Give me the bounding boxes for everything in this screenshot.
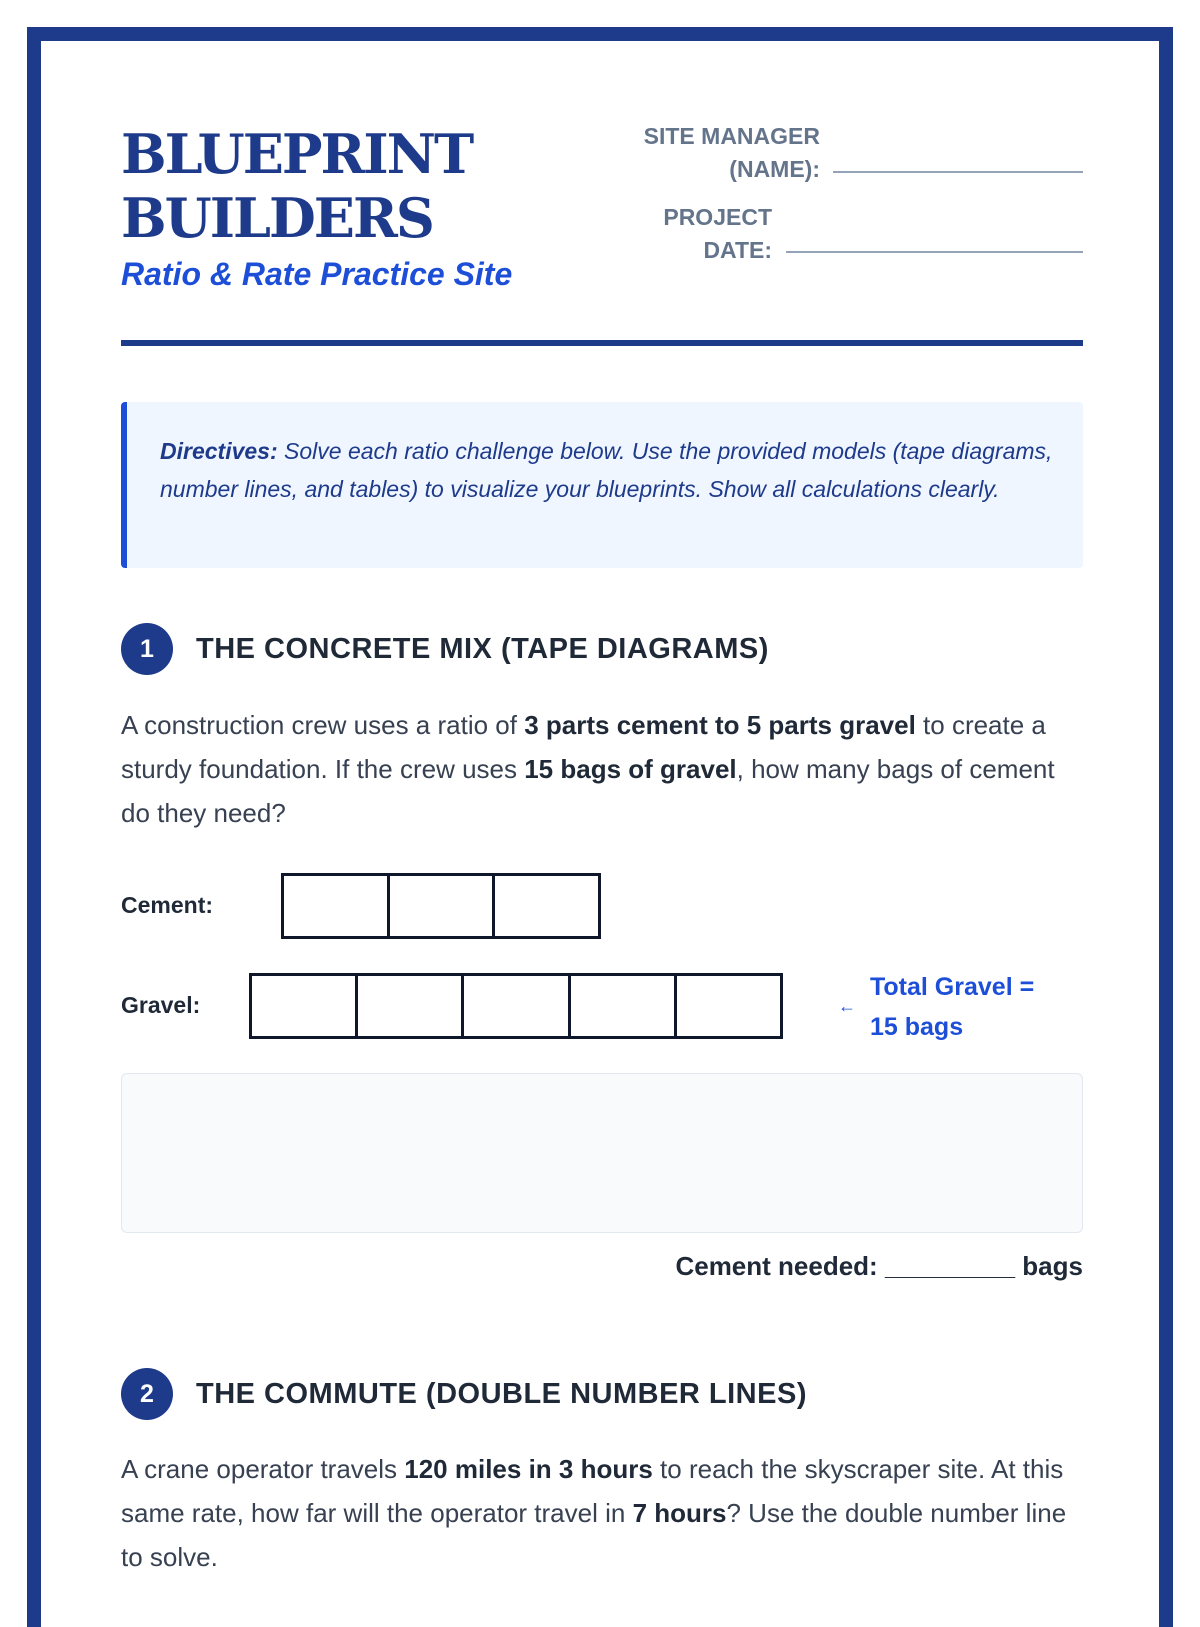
s1-text-ratio: 3 parts cement to 5 parts gravel — [524, 710, 916, 740]
directives-box — [121, 402, 1083, 568]
total-gravel-line1: Total Gravel = — [870, 973, 1035, 1001]
s1-text-e: , how many bags of cement do they need? — [121, 754, 1055, 828]
s1-text-gravel: 15 bags of gravel — [524, 754, 737, 784]
section-2-title: THE COMMUTE (DOUBLE NUMBER LINES) — [196, 1378, 807, 1410]
worksheet-subtitle: Ratio & Rate Practice Site — [121, 256, 513, 292]
directives-text: Solve each ratio challenge below. Use the provided models (tape diagrams, number lines, and tables) to visualize your blueprints. Show all calculations clearly. — [160, 438, 1053, 502]
section-1-problem — [121, 703, 1083, 835]
project-date-label — [600, 201, 772, 267]
gravel-tape-part — [571, 976, 677, 1036]
project-date-label-line1: PROJECT — [663, 204, 772, 230]
s1-text-a: A construction crew uses a ratio of — [121, 710, 525, 740]
brand-line-2: BUILDERS — [121, 186, 433, 250]
s2-text-hours: 7 hours — [632, 1498, 727, 1528]
brand-line-1: BLUEPRINT — [121, 122, 473, 186]
brand-title — [121, 122, 561, 250]
project-date-label-line2: DATE: — [703, 237, 772, 263]
cement-tape-part — [390, 876, 496, 936]
cement-tape-diagram — [281, 873, 601, 939]
s2-text-a: A crane operator travels — [121, 1454, 405, 1484]
section-1-badge: 1 — [121, 623, 173, 675]
header-divider — [121, 340, 1083, 346]
cement-tape-part — [284, 876, 390, 936]
total-gravel-note — [870, 967, 1034, 1047]
section-2-badge: 2 — [121, 1368, 173, 1420]
site-manager-label — [600, 120, 820, 186]
gravel-label: Gravel: — [121, 992, 201, 1018]
section-1-work-area[interactable] — [121, 1073, 1083, 1233]
site-manager-label-line2: (NAME): — [729, 156, 820, 182]
s2-text-c: to reach the skyscraper site. At this same rate, how far will the operator travel in — [121, 1454, 1064, 1528]
cement-label: Cement: — [121, 892, 214, 918]
gravel-tape-part — [677, 976, 780, 1036]
cement-tape-part — [495, 876, 598, 936]
section-1-title: THE CONCRETE MIX (TAPE DIAGRAMS) — [196, 633, 769, 665]
arrow-left-icon: ← — [838, 996, 856, 1016]
gravel-tape-part — [252, 976, 358, 1036]
cement-needed-answer[interactable]: Cement needed: _________ bags — [675, 1251, 1083, 1281]
site-manager-name-field[interactable] — [833, 171, 1083, 173]
project-date-field[interactable] — [786, 251, 1083, 253]
gravel-tape-diagram — [249, 973, 783, 1039]
gravel-tape-part — [358, 976, 464, 1036]
section-2-problem — [121, 1447, 1083, 1579]
s1-text-c: to create a sturdy foundation. If the crew uses — [121, 710, 1046, 784]
total-gravel-line2: 15 bags — [870, 1013, 964, 1041]
gravel-tape-part — [464, 976, 570, 1036]
directives-label: Directives: — [160, 438, 278, 464]
s2-text-e: ? Use the double number line to solve. — [121, 1498, 1067, 1572]
s2-text-rate: 120 miles in 3 hours — [404, 1454, 653, 1484]
site-manager-label-line1: SITE MANAGER — [643, 123, 820, 149]
